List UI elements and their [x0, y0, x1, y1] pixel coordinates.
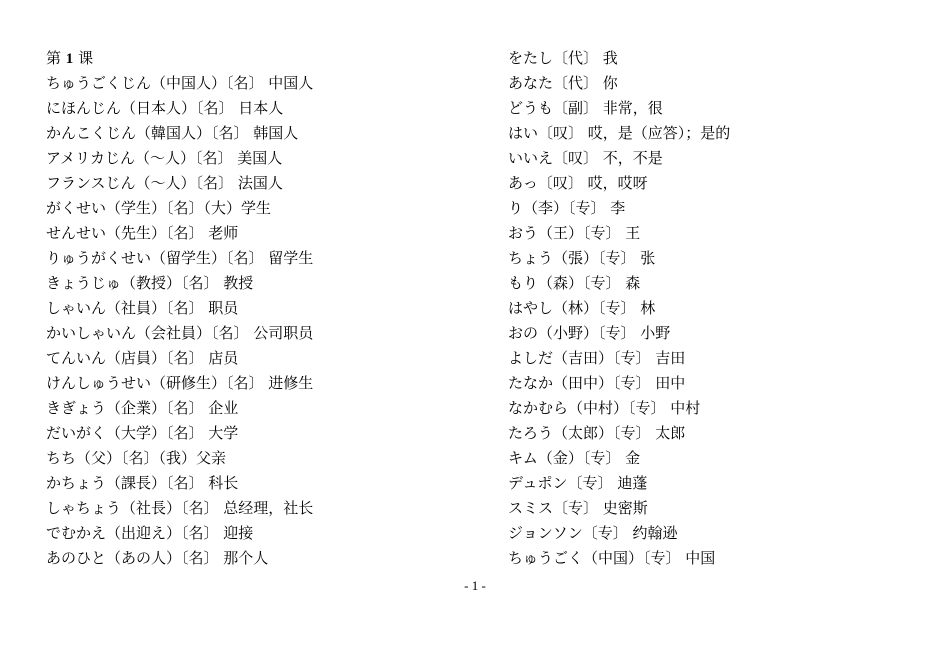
vocab-entry: ジョンソン〔专〕 约翰逊 — [508, 524, 678, 542]
vocab-entry: てんいん（店員）〔名〕 店员 — [46, 349, 239, 367]
vocab-entry: かちょう（課長）〔名〕 科长 — [46, 474, 239, 492]
vocab-entry: だいがく（大学）〔名〕 大学 — [46, 424, 239, 442]
vocab-entry: はやし（林）〔专〕 林 — [508, 299, 656, 317]
vocab-entry: でむかえ（出迎え）〔名〕 迎接 — [46, 524, 254, 542]
vocab-entry: にほんじん（日本人）〔名〕 日本人 — [46, 99, 284, 117]
vocab-entry: なかむら（中村）〔专〕 中村 — [508, 399, 701, 417]
vocab-entry: ちゅうごく（中国）〔专〕 中国 — [508, 549, 716, 567]
vocab-entry: デュポン〔专〕 迪蓬 — [508, 474, 648, 492]
vocab-entry: がくせい（学生）〔名〕（大）学生 — [46, 199, 272, 217]
vocab-entry: フランスじん（～人）〔名〕 法国人 — [46, 174, 283, 192]
vocab-entry: りゅうがくせい（留学生）〔名〕 留学生 — [46, 249, 314, 267]
vocab-entry: あのひと（あの人）〔名〕 那个人 — [46, 549, 269, 567]
vocab-entry: かいしゃいん（会社員）〔名〕 公司职员 — [46, 324, 314, 342]
lesson-title-suffix: 课 — [78, 49, 94, 67]
vocab-entry: あっ〔叹〕 哎，哎呀 — [508, 174, 648, 192]
vocab-entry: たなか（田中）〔专〕 田中 — [508, 374, 686, 392]
vocab-list-left — [46, 46, 466, 571]
vocab-entry: もり（森）〔专〕 森 — [508, 274, 641, 292]
vocab-entry: たろう（太郎）〔专〕 太郎 — [508, 424, 686, 442]
lesson-title — [46, 46, 466, 71]
vocab-entry: しゃいん（社員）〔名〕 职员 — [46, 299, 239, 317]
vocab-entry: ちょう（張）〔专〕 张 — [508, 249, 656, 267]
vocab-entry: アメリカじん（～人）〔名〕 美国人 — [46, 149, 283, 167]
vocab-entry: かんこくじん（韓国人）〔名〕 韩国人 — [46, 124, 299, 142]
vocab-entry: キム（金）〔专〕 金 — [508, 449, 641, 467]
vocab-entry: けんしゅうせい（研修生）〔名〕 进修生 — [46, 374, 314, 392]
vocab-entry: しゃちょう（社長）〔名〕 总经理，社长 — [46, 499, 314, 517]
vocab-entry: ちち（父）〔名〕（我）父亲 — [46, 449, 227, 467]
vocab-entry: せんせい（先生）〔名〕 老师 — [46, 224, 239, 242]
vocab-entry: いいえ〔叹〕 不，不是 — [508, 149, 663, 167]
vocab-entry: ちゅうごくじん（中国人）〔名〕 中国人 — [46, 74, 314, 92]
vocab-entry: あなた〔代〕 你 — [508, 74, 618, 92]
vocab-list-right — [508, 46, 908, 571]
vocab-entry: どうも〔副〕 非常，很 — [508, 99, 663, 117]
vocab-entry: り（李）〔专〕 李 — [508, 199, 626, 217]
lesson-number: 1 — [65, 51, 74, 67]
lesson-title-prefix: 第 — [46, 49, 62, 67]
vocab-entry: をたし〔代〕 我 — [508, 49, 618, 67]
vocab-entry: はい〔叹〕 哎，是（应答）；是的 — [508, 124, 731, 142]
vocab-entry: おう（王）〔专〕 王 — [508, 224, 641, 242]
vocab-entry: おの（小野）〔专〕 小野 — [508, 324, 671, 342]
vocab-entry: きぎょう（企業）〔名〕 企业 — [46, 399, 239, 417]
vocab-entry: きょうじゅ（教授）〔名〕 教授 — [46, 274, 254, 292]
page-number: - 1 - — [464, 578, 486, 593]
vocab-entry: よしだ（吉田）〔专〕 吉田 — [508, 349, 686, 367]
vocab-entry: スミス〔专〕 史密斯 — [508, 499, 648, 517]
